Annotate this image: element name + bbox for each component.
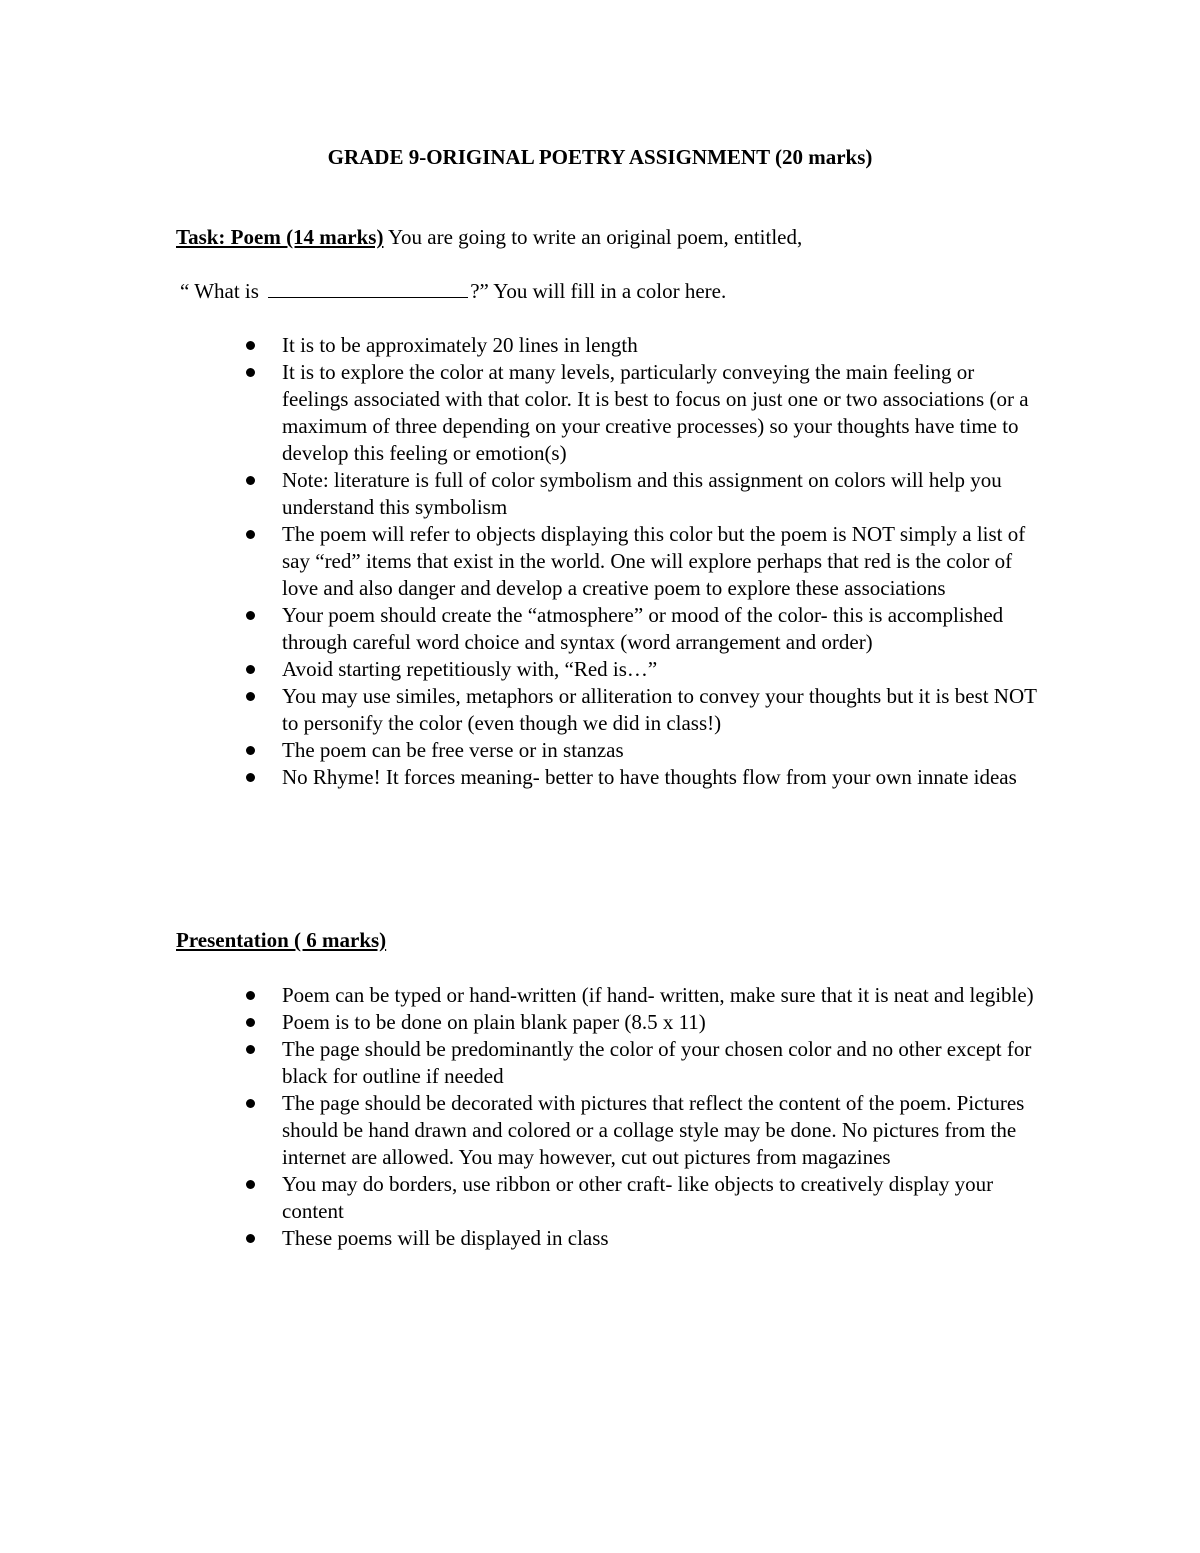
list-item bbox=[0, 1009, 1040, 1036]
list-item bbox=[0, 737, 1040, 764]
bullet-text: The poem will refer to objects displaying this color but the poem is NOT simply a list of say “red” items that exist in the world. One will explore perhaps that red is the color of love and also danger and develop a creative poem to explore these associations bbox=[282, 522, 1026, 600]
bullet-text: It is to explore the color at many levels, particularly conveying the main feeling or feelings associated with that color. It is best to focus on just one or two associations (or a maximum of three depending on your creative processes) so your thoughts have time to develop this feeling or emotion(s) bbox=[282, 360, 1029, 465]
bullet-text: The page should be predominantly the color of your chosen color and no other except for black for outline if needed bbox=[282, 1037, 1032, 1088]
bullet-icon bbox=[246, 341, 255, 350]
bullet-icon bbox=[246, 611, 255, 620]
bullet-text: The poem can be free verse or in stanzas bbox=[282, 738, 624, 762]
bullet-icon bbox=[246, 746, 255, 755]
bullet-icon bbox=[246, 1180, 255, 1189]
bullet-text: You may use similes, metaphors or alliteration to convey your thoughts but it is best NOT to personify the color (even though we did in class!) bbox=[282, 684, 1037, 735]
list-item bbox=[0, 656, 1040, 683]
list-item bbox=[0, 1171, 1040, 1225]
bullet-icon bbox=[246, 692, 255, 701]
bullet-text: It is to be approximately 20 lines in length bbox=[282, 333, 638, 357]
bullet-icon bbox=[246, 1099, 255, 1108]
list-item bbox=[0, 764, 1040, 791]
bullet-icon bbox=[246, 368, 255, 377]
bullet-icon bbox=[246, 991, 255, 1000]
bullet-icon bbox=[246, 530, 255, 539]
list-item bbox=[0, 683, 1040, 737]
poem-title-line bbox=[180, 278, 726, 304]
list-item bbox=[0, 602, 1040, 656]
bullet-text: Avoid starting repetitiously with, “Red is…” bbox=[282, 657, 658, 681]
document-title: GRADE 9-ORIGINAL POETRY ASSIGNMENT (20 marks) bbox=[327, 145, 873, 169]
poem-title-prefix: “ What is bbox=[180, 279, 265, 303]
bullet-icon bbox=[246, 665, 255, 674]
task-bullet-list bbox=[0, 332, 1040, 791]
bullet-text: These poems will be displayed in class bbox=[282, 1226, 609, 1250]
color-blank bbox=[268, 279, 468, 298]
bullet-text: Your poem should create the “atmosphere” or mood of the color- this is accomplished through careful word choice and syntax (word arrangement and order) bbox=[282, 603, 1004, 654]
list-item bbox=[0, 467, 1040, 521]
bullet-icon bbox=[246, 1018, 255, 1027]
bullet-text: No Rhyme! It forces meaning- better to have thoughts flow from your own innate ideas bbox=[282, 765, 1017, 789]
bullet-text: Note: literature is full of color symbolism and this assignment on colors will help you understand this symbolism bbox=[282, 468, 1002, 519]
bullet-icon bbox=[246, 773, 255, 782]
bullet-icon bbox=[246, 1234, 255, 1243]
presentation-heading: Presentation ( 6 marks) bbox=[176, 928, 387, 952]
presentation-bullet-list bbox=[0, 982, 1040, 1252]
bullet-icon bbox=[246, 476, 255, 485]
task-text: You are going to write an original poem, entitled, bbox=[383, 225, 803, 249]
list-item bbox=[0, 521, 1040, 602]
list-item bbox=[0, 1090, 1040, 1171]
bullet-icon bbox=[246, 1045, 255, 1054]
bullet-text: Poem is to be done on plain blank paper (8.5 x 11) bbox=[282, 1010, 706, 1034]
bullet-text: Poem can be typed or hand-written (if hand- written, make sure that it is neat and legible) bbox=[282, 983, 1034, 1007]
list-item bbox=[0, 332, 1040, 359]
poem-title-suffix: ?” You will fill in a color here. bbox=[470, 279, 727, 303]
list-item bbox=[0, 1225, 1040, 1252]
task-heading: Task: Poem (14 marks) bbox=[176, 225, 384, 249]
list-item bbox=[0, 982, 1040, 1009]
bullet-text: You may do borders, use ribbon or other craft- like objects to creatively display your content bbox=[282, 1172, 994, 1223]
list-item bbox=[0, 1036, 1040, 1090]
task-line bbox=[176, 224, 802, 250]
bullet-text: The page should be decorated with pictures that reflect the content of the poem. Pictures should be hand drawn and colored or a collage style may be done. No pictures from the internet are allowed. You may however, cut out pictures from magazines bbox=[282, 1091, 1025, 1169]
list-item bbox=[0, 359, 1040, 467]
